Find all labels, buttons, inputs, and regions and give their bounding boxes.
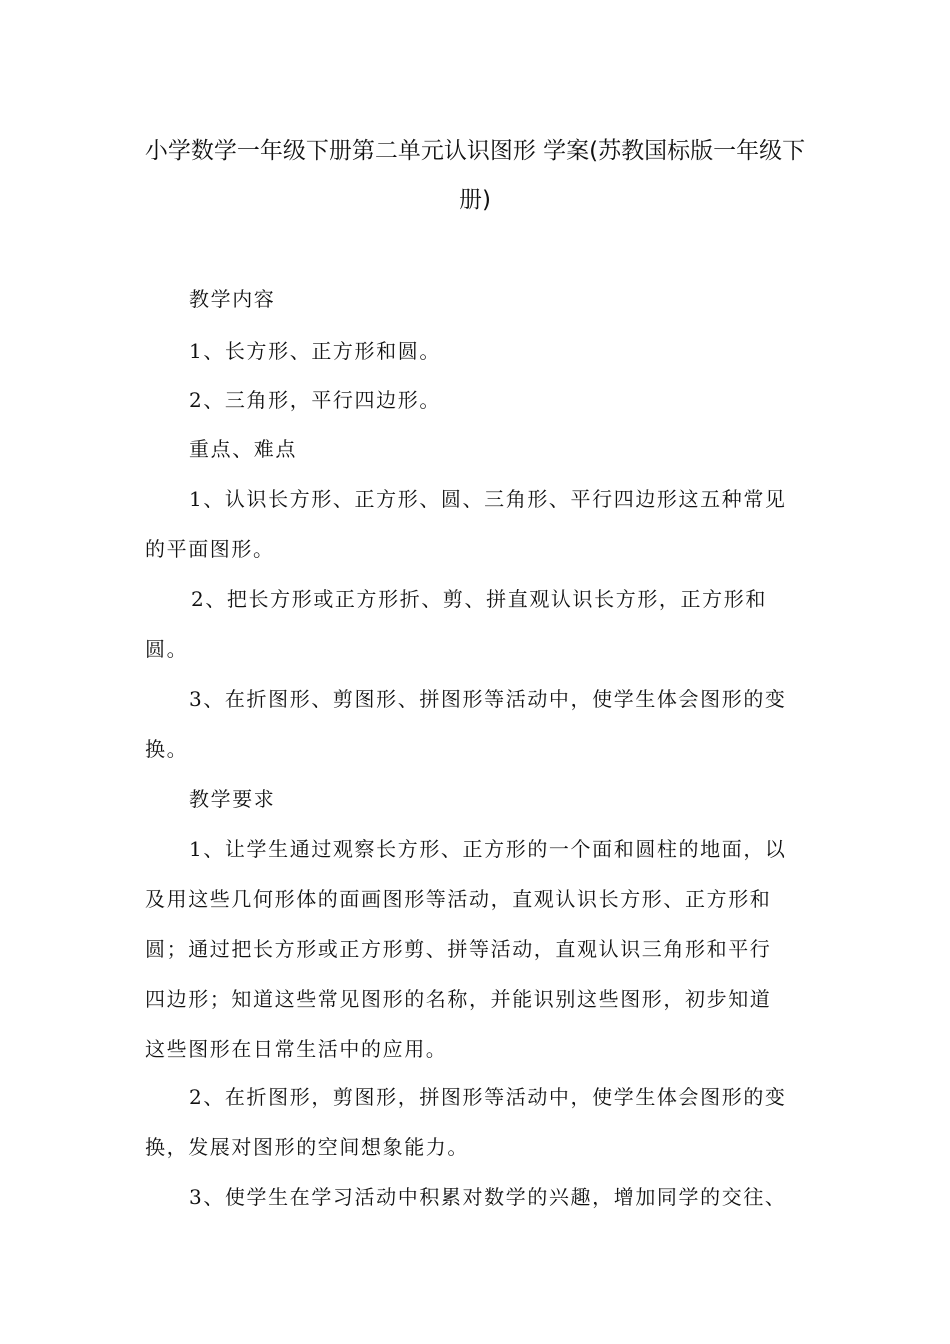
requirement-2-line-1: 2、在折图形，剪图形，拼图形等活动中，使学生体会图形的变 [189, 1085, 787, 1109]
requirement-1-line-2: 及用这些几何形体的面画图形等活动，直观认识长方形、正方形和 [145, 887, 772, 911]
keypoint-3-line-1: 3、在折图形、剪图形、拼图形等活动中，使学生体会图形的变 [189, 687, 787, 711]
keypoint-3-line-2: 换。 [145, 737, 189, 761]
keypoint-2-line-2: 圆。 [145, 637, 189, 661]
requirement-3-line-1: 3、使学生在学习活动中积累对数学的兴趣，增加同学的交往、 [189, 1185, 787, 1209]
requirement-1-line-5: 这些图形在日常生活中的应用。 [145, 1037, 448, 1061]
section-heading-content: 教学内容 [189, 287, 276, 311]
requirement-1-line-3: 圆；通过把长方形或正方形剪、拼等活动，直观认识三角形和平行 [145, 937, 772, 961]
section-heading-keypoints: 重点、难点 [189, 437, 297, 461]
section-heading-requirements: 教学要求 [189, 787, 276, 811]
content-item-1: 1、长方形、正方形和圆。 [189, 339, 441, 363]
requirement-1-line-4: 四边形；知道这些常见图形的名称，并能识别这些图形，初步知道 [145, 987, 772, 1011]
content-item-2: 2、三角形，平行四边形。 [189, 388, 441, 412]
requirement-2-line-2: 换，发展对图形的空间想象能力。 [145, 1135, 469, 1159]
document-title-line-1: 小学数学一年级下册第二单元认识图形 学案(苏教国标版一年级下 [144, 138, 806, 164]
requirement-1-line-1: 1、让学生通过观察长方形、正方形的一个面和圆柱的地面，以 [189, 837, 787, 861]
keypoint-1-line-1: 1、认识长方形、正方形、圆、三角形、平行四边形这五种常见 [189, 487, 787, 511]
keypoint-2-line-1: 2、把长方形或正方形折、剪、拼直观认识长方形，正方形和 [191, 587, 767, 611]
document-title-line-2: 册) [459, 187, 491, 213]
keypoint-1-line-2: 的平面图形。 [145, 537, 275, 561]
